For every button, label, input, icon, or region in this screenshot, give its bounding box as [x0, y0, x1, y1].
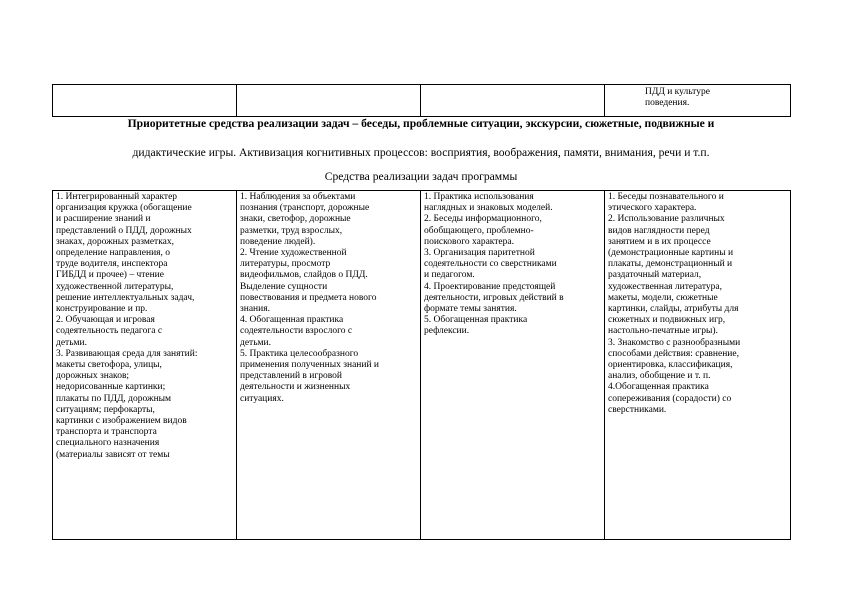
means-table: [52, 190, 791, 540]
list-item: 5. Практика целесообразного применения полученных знаний и представлений в игровой деятельности и жизненных ситуациях.: [240, 348, 379, 404]
top-cell-3: [421, 85, 605, 117]
list-item: 2. Беседы информационного, обобщающего, проблемно- поискового характера.: [424, 214, 542, 247]
list-item: 4. Обогащенная практика содеятельности взрослого с детьми.: [240, 315, 353, 348]
list-item: 2. Обучающая и игровая содеятельность педагога с детьми.: [56, 315, 163, 348]
list-item: 4.Обогащенная практика сопереживания (сорадости) со сверстниками.: [608, 382, 732, 415]
top-table-fragment: [52, 84, 791, 117]
list-item: 3. Знакомство с разнообразными способами действия: сравнение, ориентировка, классификация, анализ, обобщение и т. п.: [608, 337, 741, 382]
table-row: [53, 85, 791, 117]
priority-means-heading-continued: дидактические игры. Активизация когнитивных процессов: восприятия, воображения, памяти, внимания, речи и т.п.: [132, 146, 710, 159]
table-title: Средства реализации задач программы: [324, 170, 518, 183]
list-item: 3. Развивающая среда для занятий: макеты светофора, улицы, дорожных знаков; недорисованные картинки; плакаты по ПДД, дорожным ситуациям; перфокарты, картинки с изображением видов транспорта и транспорта специального назначения (материалы зависят от темы: [56, 348, 198, 460]
list-item: 3. Организация паритетной содеятельности со сверстниками и педагогом.: [424, 248, 557, 281]
list-item: 2. Чтение художественной литературы, просмотр видеофильмов, слайдов о ПДД. Выделение сущности повествования и предмета нового знания.: [240, 248, 377, 315]
list-item: 4. Проектирование предстоящей деятельности, игровых действий в формате темы занятия.: [424, 281, 564, 315]
list-item: 1. Беседы познавательного и этического характера.: [608, 192, 724, 214]
list-item: 2. Использование различных видов наглядности перед занятием и в их процессе (демонстрационные картины и плакаты, демонстрационный и раздаточный материал, художественная литература, макеты, модели, сюжетные картинки, слайды, атрибуты для сюжетных и подвижных игр, настольно-печатные игры).: [608, 214, 739, 337]
top-cell-4: ПДД и культуре поведения.: [605, 85, 791, 117]
top-cell-2: [237, 85, 421, 117]
list-item: 1. Практика использования наглядных и знаковых моделей.: [424, 192, 553, 214]
column-3-cell: [421, 191, 605, 540]
table-row: [53, 191, 791, 540]
list-item: 1. Наблюдения за объектами познания (транспорт, дорожные знаки, светофор, дорожные разметки, труд взрослых, поведение людей).: [240, 192, 370, 247]
list-item: 5. Обогащенная практика рефлексии.: [424, 315, 528, 337]
column-1-cell: [53, 191, 237, 540]
top-cell-1: [53, 85, 237, 117]
priority-means-heading: Приоритетные средства реализации задач – беседы, проблемные ситуации, экскурсии, сюжетные, подвижные и: [127, 117, 715, 130]
column-4-cell: [605, 191, 791, 540]
list-item: 1. Интегрированный характер организация кружка (обогащение и расширение знаний и представлений о ПДД, дорожных знаках, дорожных разметках, определение направления, о труде водителя, инспектора ГИБДД и прочее) – чтение художественной литературы, решение интеллектуальных задач, конструирование и пр.: [56, 192, 195, 315]
column-2-cell: [237, 191, 421, 540]
